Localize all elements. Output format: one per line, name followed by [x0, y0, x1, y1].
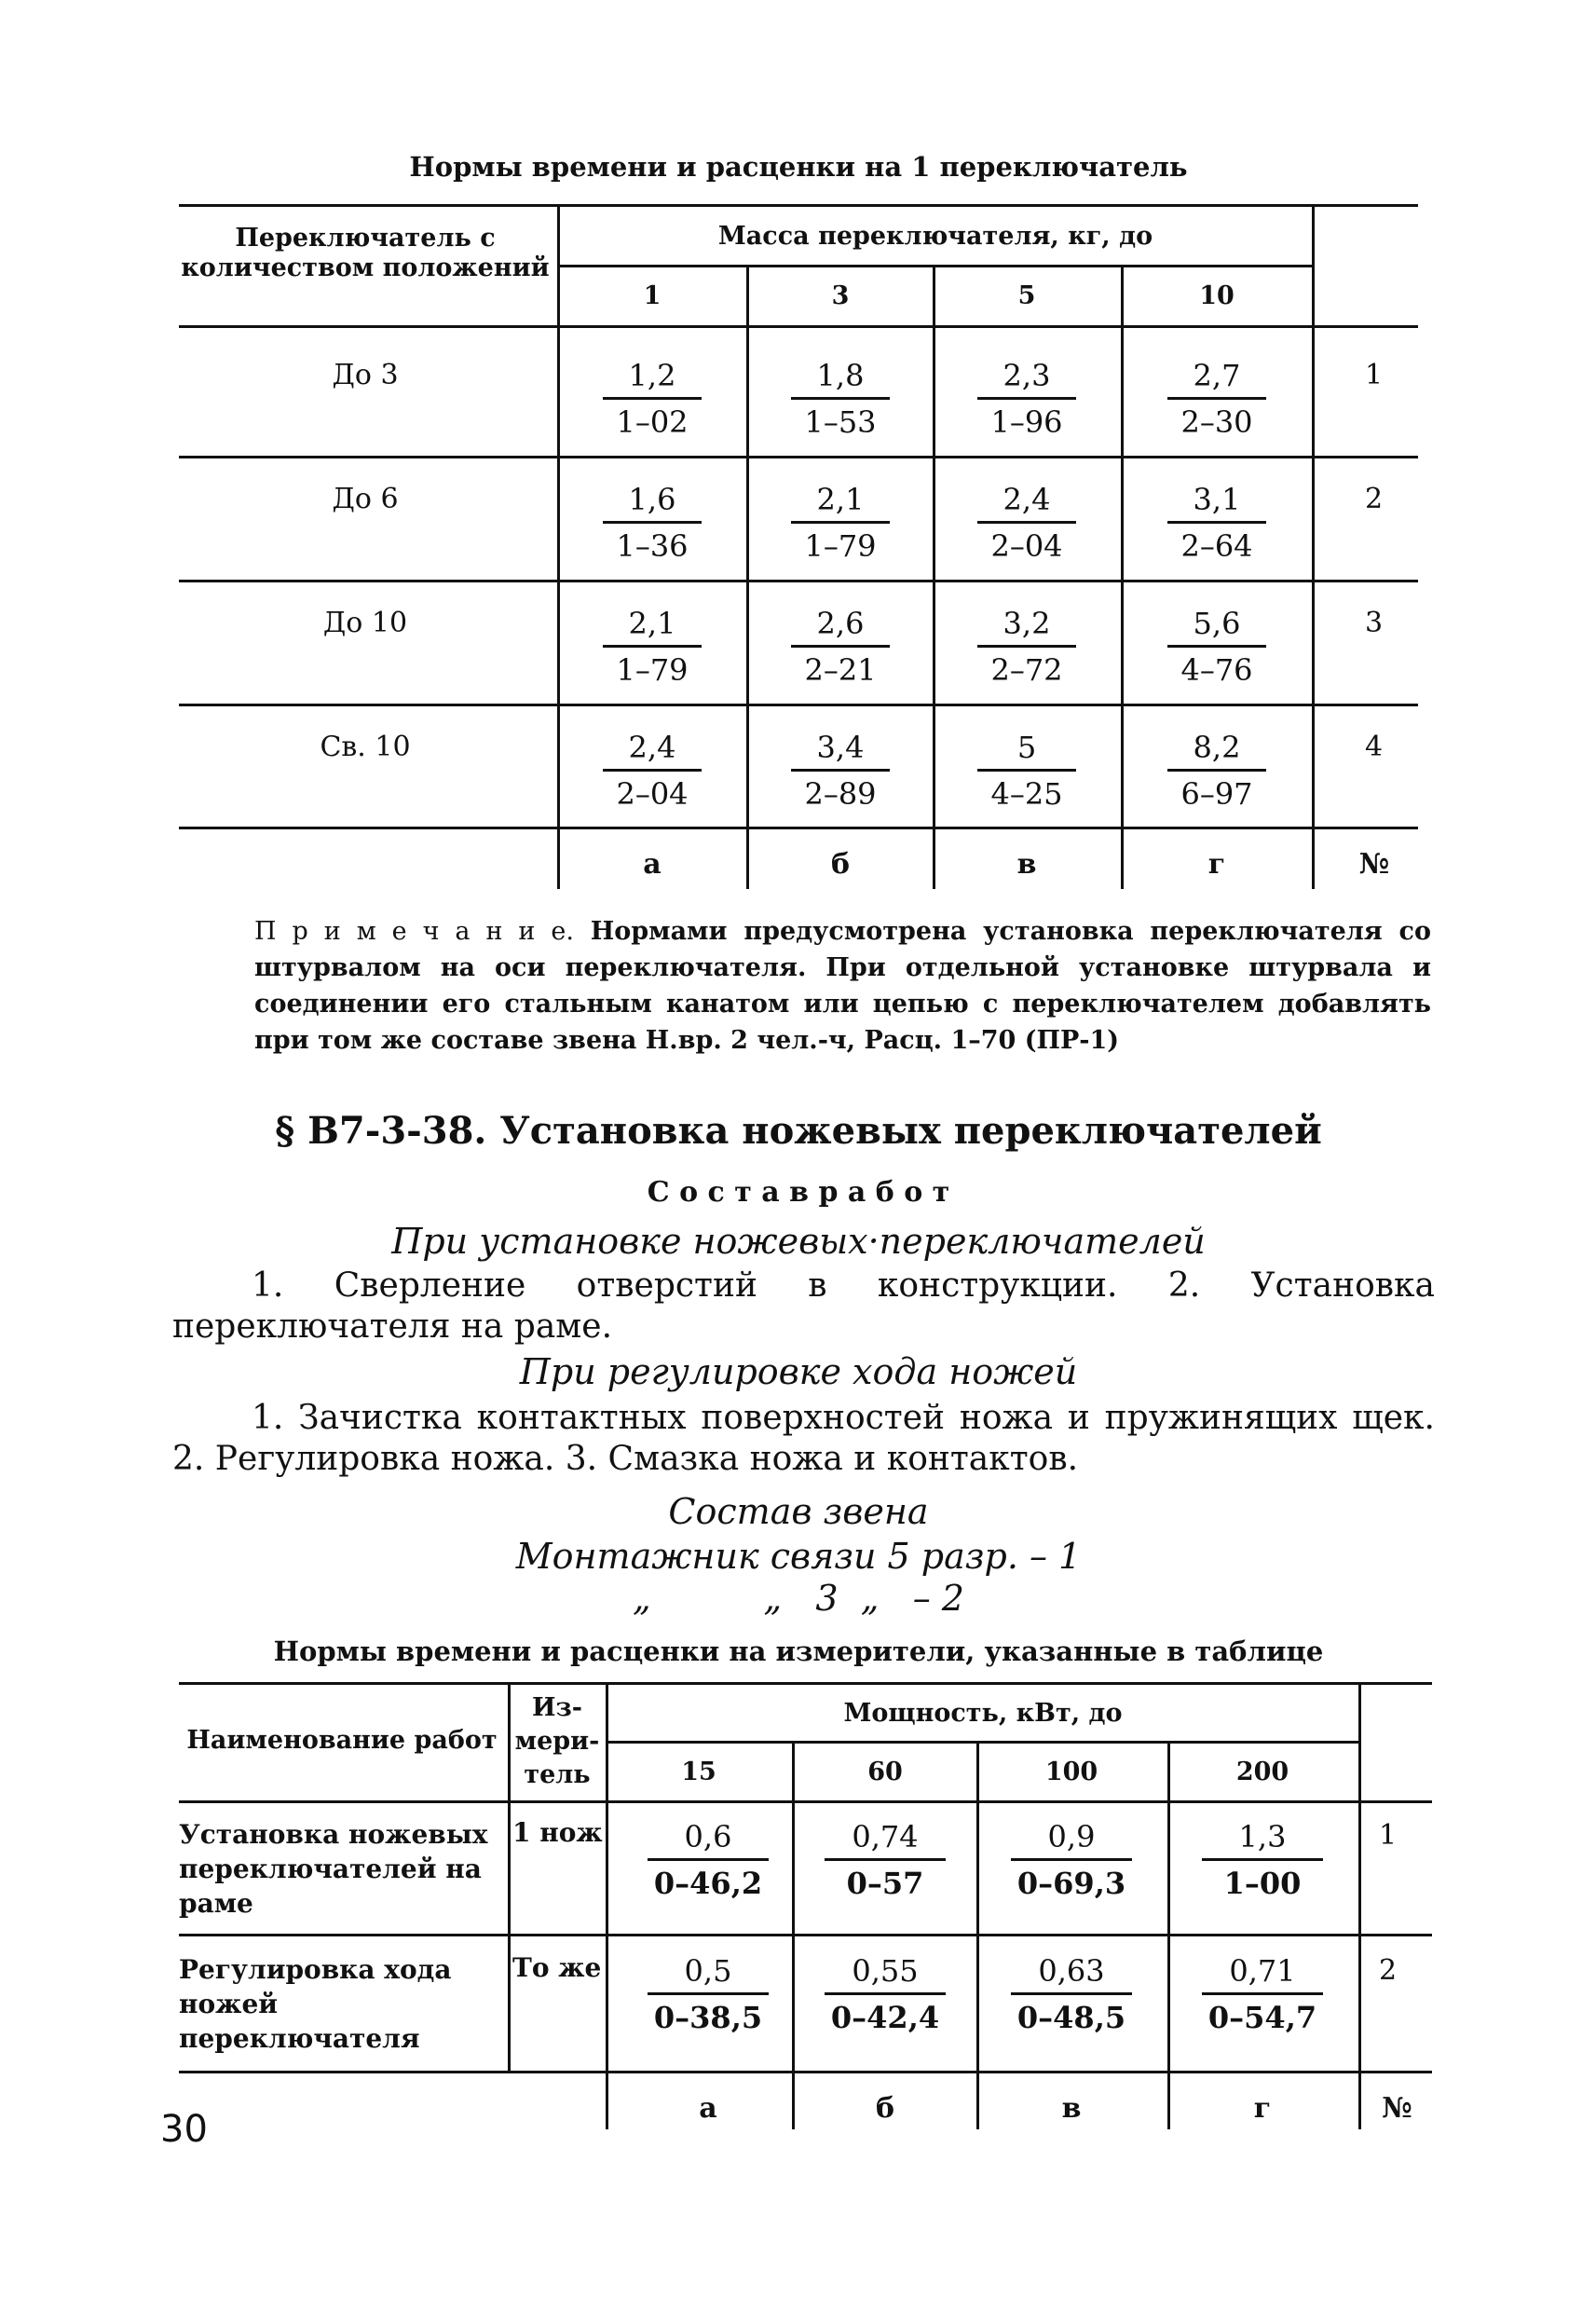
table1-footer-label: в: [1016, 848, 1037, 881]
table2-row-label: Регулировка хода ножей переключателя: [179, 1954, 452, 2054]
table1-mass-col: 10: [1199, 281, 1235, 310]
table2-power-col: 100: [1044, 1758, 1098, 1786]
table2-footer-label: г: [1253, 2092, 1272, 2125]
table2-group-header: Мощность, кВт, до: [843, 1699, 1123, 1728]
table1-row-label: До 10: [322, 607, 408, 639]
table2-power-col: 15: [681, 1758, 716, 1786]
table2-cell: 0,55 0–42,4: [820, 1949, 950, 2038]
table2-title: Нормы времени и расценки на измерители, указанные в таблице: [273, 1635, 1324, 1667]
table1-footer-label: г: [1207, 848, 1226, 881]
table2-footer-label: №: [1382, 2092, 1412, 2125]
table1-cell: 2,4 2–04: [596, 726, 708, 814]
table2-row-unit: 1 нож: [512, 1817, 603, 1848]
table2-cell: 0,5 0–38,5: [643, 1949, 773, 2038]
table2-power-col: 200: [1235, 1758, 1289, 1786]
table1-group-header: Масса переключателя, кг, до: [717, 222, 1153, 251]
table2-row-unit: То же: [512, 1952, 602, 1983]
table2-footer-label: б: [875, 2092, 894, 2125]
table1-mass-col: 5: [1017, 281, 1036, 310]
table1-mass-col: 1: [643, 281, 662, 310]
table1-cell: 3,4 2–89: [784, 726, 896, 814]
composition-title: С о с т а в р а б о т: [647, 1176, 950, 1209]
note-text: Нормами предусмотрена установка переключателя со штурвалом на оси переключателя. При отдельной установке штурвала и соединении его стальным канатом или цепью с переключателем добавлять при том же составе звена Н.вр. 2 чел.-ч, Расц. 1–70 (ПР-1): [254, 917, 1431, 1055]
table2-col-name-header: Наименование работ: [186, 1726, 498, 1755]
table1-cell: 3,1 2–64: [1161, 478, 1273, 567]
table2-row-label: Установка ножевых переключателей на раме: [179, 1819, 488, 1919]
table1-cell: 2,6 2–21: [784, 602, 896, 691]
table1-cell: 1,6 1–36: [596, 478, 708, 567]
table1-cell: 2,4 2–04: [971, 478, 1083, 567]
table2-row-number: 1: [1379, 1819, 1398, 1852]
table1-cell: 3,2 2–72: [971, 602, 1083, 691]
crew-line-2: „ „ 3 „ – 2: [633, 1578, 964, 1619]
table1-cell: 8,2 6–97: [1161, 726, 1273, 814]
note-lead: П р и м е ч а н и е.: [254, 917, 574, 946]
table1-cell: 2,1 1–79: [596, 602, 708, 691]
table1-cell: 5,6 4–76: [1161, 602, 1273, 691]
table1-row-number: 1: [1365, 359, 1384, 391]
subheading-installation: При установке ножевых·переключателей: [391, 1221, 1206, 1262]
table2-footer-label: в: [1061, 2092, 1082, 2125]
subheading-adjustment: При регулировке хода ножей: [519, 1351, 1078, 1392]
table1-col-header: Переключатель с количеством положений: [181, 224, 550, 282]
table2-power-col: 60: [867, 1758, 903, 1786]
table2-cell: 1,3 1–00: [1197, 1815, 1328, 1904]
table1-cell: 2,3 1–96: [971, 354, 1083, 443]
table1-footer-label: а: [643, 848, 662, 881]
table1-cell: 5 4–25: [971, 726, 1083, 814]
paragraph-adjustment: 1. Зачистка контактных поверхностей ножа и пружинящих щек. 2. Регулировка ножа. 3. Смазка ножа и контактов.: [172, 1399, 1435, 1478]
section-heading: § В7-3-38. Установка ножевых переключателей: [275, 1109, 1322, 1153]
table1-row-label: До 3: [332, 359, 399, 391]
table1-row-label: До 6: [332, 483, 399, 515]
table2-cell: 0,63 0–48,5: [1006, 1949, 1137, 2038]
table2-row-number: 2: [1379, 1954, 1398, 1987]
table2-cell: 0,9 0–69,3: [1006, 1815, 1137, 1904]
table1-row-number: 4: [1365, 731, 1384, 763]
table1-row-label: Св. 10: [320, 731, 411, 763]
crew-title: Состав звена: [668, 1491, 929, 1532]
page-number: 30: [160, 2108, 208, 2151]
table2-col-unit-header: Из- мери- тель: [514, 1693, 600, 1789]
table1-cell: 1,2 1–02: [596, 354, 708, 443]
table2-cell: 0,74 0–57: [820, 1815, 950, 1904]
table1-row-number: 2: [1365, 483, 1384, 515]
table1-cell: 2,7 2–30: [1161, 354, 1273, 443]
table1-row-number: 3: [1365, 607, 1384, 639]
table1-cell: 1,8 1–53: [784, 354, 896, 443]
table2-footer-label: а: [699, 2092, 717, 2125]
table2-cell: 0,71 0–54,7: [1197, 1949, 1328, 2038]
table1-title: Нормы времени и расценки на 1 переключатель: [409, 151, 1188, 183]
paragraph-installation: 1. Сверление отверстий в конструкции. 2. Установка переключателя на раме.: [172, 1266, 1435, 1346]
table1-footer-label: №: [1358, 848, 1390, 881]
table1-footer-label: б: [830, 848, 850, 881]
table1-mass-col: 3: [831, 281, 850, 310]
note: [254, 913, 1431, 1059]
table2-cell: 0,6 0–46,2: [643, 1815, 773, 1904]
crew-line-1: Монтажник связи 5 разр. – 1: [515, 1536, 1082, 1577]
table1-cell: 2,1 1–79: [784, 478, 896, 567]
